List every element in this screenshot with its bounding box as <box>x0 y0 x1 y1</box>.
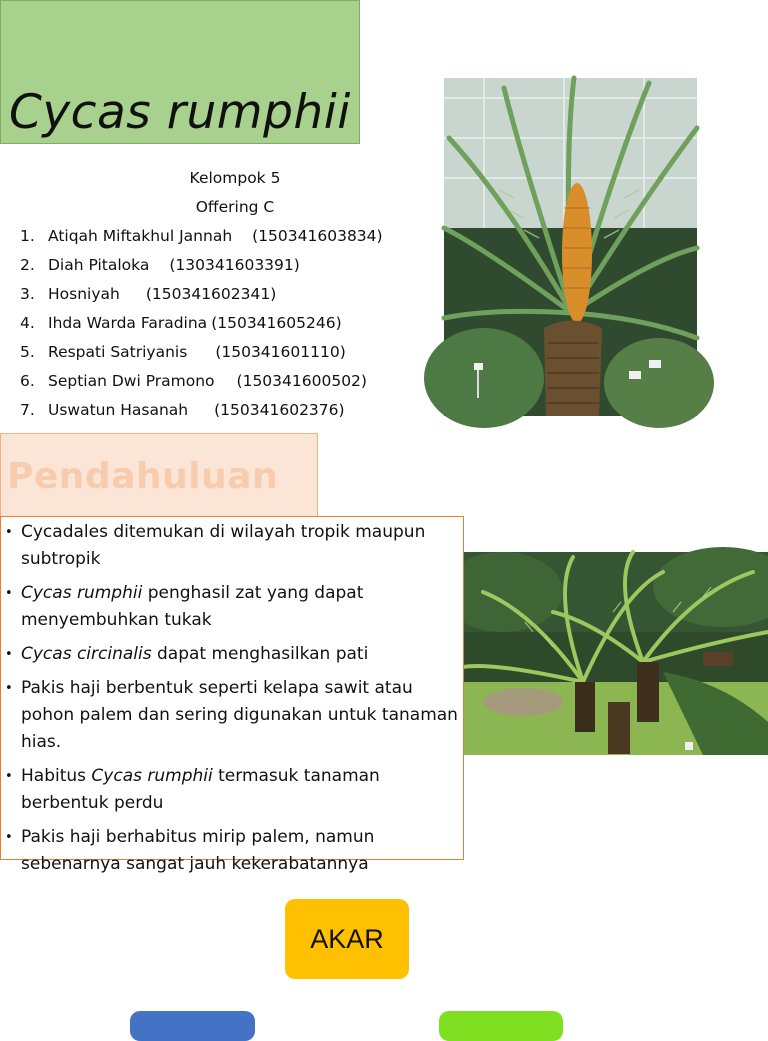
akar-button[interactable]: AKAR <box>285 899 409 979</box>
member-item: 1. Atiqah Miftakhul Jannah (150341603834) <box>20 227 383 245</box>
member-list <box>20 222 383 425</box>
member-item: 4. Ihda Warda Faradina (150341605246) <box>20 314 342 332</box>
list-item: • Cycas rumphii penghasil zat yang dapat menyembuhkan tukak <box>5 583 364 630</box>
section-title-box <box>0 433 318 518</box>
list-item: • Cycas circinalis dapat menghasilkan pati <box>5 644 369 664</box>
list-item: • Cycadales ditemukan di wilayah tropik maupun subtropik <box>5 522 426 569</box>
list-item: • Pakis haji berhabitus mirip palem, namun sebenarnya sangat jauh kekerabatannya <box>5 827 375 874</box>
green-nav-button[interactable] <box>439 1011 563 1041</box>
cycas-garden-photo <box>463 552 768 755</box>
bullet-list-box <box>0 516 464 874</box>
cycas-cone-image <box>444 78 697 416</box>
list-item: • Pakis haji berbentuk seperti kelapa sawit atau pohon palem dan sering digunakan untuk tanaman hias. <box>5 678 458 752</box>
member-item: 3. Hosniyah (150341602341) <box>20 285 277 303</box>
blue-nav-button[interactable] <box>130 1011 255 1041</box>
slide-title: Cycas rumphii <box>9 85 351 140</box>
title-box <box>0 0 360 144</box>
member-item: 6. Septian Dwi Pramono (150341600502) <box>20 372 367 390</box>
bullet-list <box>1 517 463 878</box>
member-item: 5. Respati Satriyanis (150341601110) <box>20 343 346 361</box>
cycas-garden-image <box>463 552 768 755</box>
member-item: 7. Uswatun Hasanah (150341602376) <box>20 401 345 419</box>
section-title: Pendahuluan <box>7 456 279 497</box>
offering-label: Offering C <box>195 198 275 216</box>
group-label: Kelompok 5 <box>189 169 281 187</box>
list-item: • Habitus Cycas rumphii termasuk tanaman berbentuk perdu <box>5 766 380 813</box>
cycas-cone-photo <box>444 78 697 416</box>
member-item: 2. Diah Pitaloka (130341603391) <box>20 256 300 274</box>
